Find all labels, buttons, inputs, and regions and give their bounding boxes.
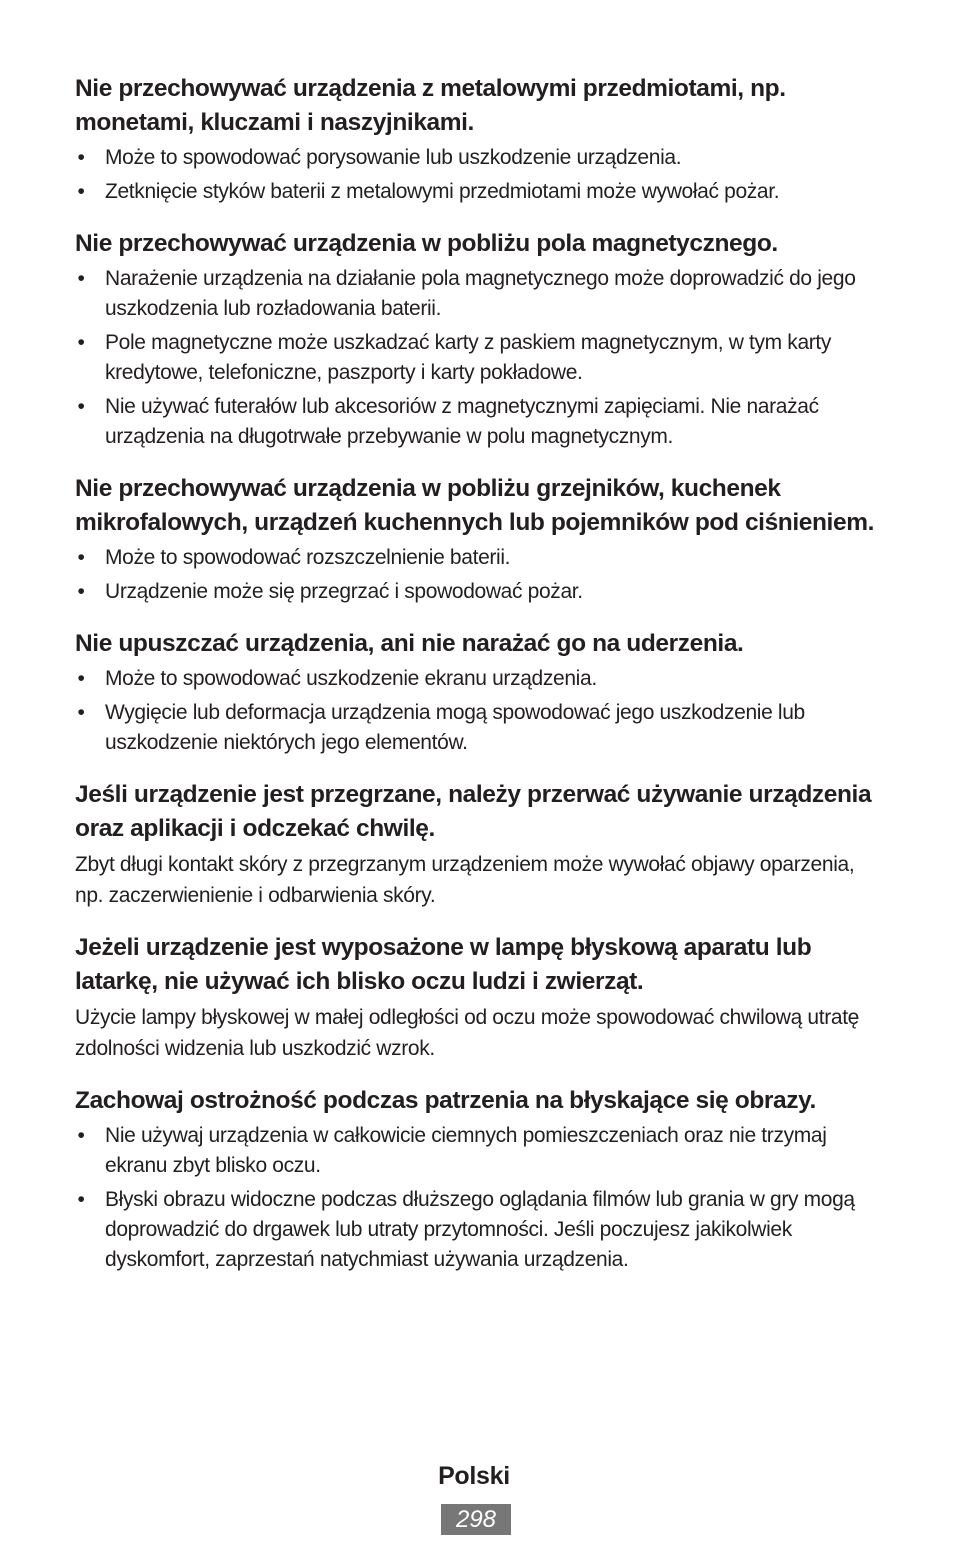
bullet-marker: • [77, 701, 85, 724]
footer-language-label: Polski [438, 1462, 510, 1490]
bullet-text: Wygięcie lub deformacja urządzenia mogą spowodować jego uszkodzenie lub uszkodzenie niektórych jego elementów. [105, 701, 805, 754]
section-heading: Nie przechowywać urządzenia z metalowymi przedmiotami, np. monetami, kluczami i naszyjnikami. [75, 75, 786, 136]
bullet-marker: • [77, 267, 85, 290]
list-item [75, 1121, 885, 1181]
bullet-marker: • [77, 1124, 85, 1147]
list-item [75, 543, 885, 573]
section-paragraph: Użycie lampy błyskowej w małej odległości od oczu może spowodować chwilową utratę zdolności widzenia lub uszkodzić wzrok. [75, 1006, 860, 1060]
bullet-text: Może to spowodować porysowanie lub uszkodzenie urządzenia. [105, 146, 682, 169]
bullet-list [75, 1121, 885, 1275]
section-heading: Jeśli urządzenie jest przegrzane, należy przerwać używanie urządzenia oraz aplikacji i odczekać chwilę. [75, 781, 872, 842]
list-item [75, 264, 885, 324]
bullet-list [75, 664, 885, 758]
list-item [75, 392, 885, 452]
bullet-text: Zetknięcie styków baterii z metalowymi przedmiotami może wywołać pożar. [105, 180, 780, 203]
document-body [75, 72, 885, 1295]
list-item [75, 1185, 885, 1275]
bullet-text: Narażenie urządzenia na działanie pola magnetycznego może doprowadzić do jego uszkodzenia lub rozładowania baterii. [105, 267, 856, 320]
bullet-list [75, 543, 885, 607]
bullet-marker: • [77, 395, 85, 418]
section-heading: Nie upuszczać urządzenia, ani nie narażać go na uderzenia. [75, 630, 744, 657]
list-item [75, 143, 885, 173]
section-paragraph: Zbyt długi kontakt skóry z przegrzanym urządzeniem może wywołać objawy oparzenia, np. zaczerwienienie i odbarwienia skóry. [75, 853, 855, 907]
section-flash [75, 931, 885, 1064]
section-overheating [75, 778, 885, 911]
bullet-text: Może to spowodować rozszczelnienie baterii. [105, 546, 511, 569]
section-heading: Nie przechowywać urządzenia w pobliżu grzejników, kuchenek mikrofalowych, urządzeń kuchennych lub pojemników pod ciśnieniem. [75, 475, 874, 536]
list-item [75, 698, 885, 758]
bullet-text: Nie używaj urządzenia w całkowicie ciemnych pomieszczeniach oraz nie trzymaj ekranu zbyt blisko oczu. [105, 1124, 827, 1177]
bullet-text: Urządzenie może się przegrzać i spowodować pożar. [105, 580, 583, 603]
bullet-text: Pole magnetyczne może uszkadzać karty z paskiem magnetycznym, w tym karty kredytowe, telefoniczne, paszporty i karty pokładowe. [105, 331, 832, 384]
bullet-list [75, 264, 885, 452]
list-item [75, 328, 885, 388]
bullet-text: Nie używać futerałów lub akcesoriów z magnetycznymi zapięciami. Nie narażać urządzenia na długotrwałe przebywanie w polu magnetycznym. [105, 395, 819, 448]
bullet-marker: • [77, 146, 85, 169]
section-heaters [75, 472, 885, 607]
bullet-marker: • [77, 180, 85, 203]
section-dropping [75, 627, 885, 758]
bullet-marker: • [77, 331, 85, 354]
section-flashing-images [75, 1084, 885, 1275]
list-item [75, 577, 885, 607]
list-item [75, 177, 885, 207]
section-heading: Nie przechowywać urządzenia w pobliżu pola magnetycznego. [75, 230, 778, 257]
bullet-marker: • [77, 1188, 85, 1211]
page-number-badge: 298 [441, 1504, 511, 1535]
bullet-marker: • [77, 667, 85, 690]
bullet-text: Może to spowodować uszkodzenie ekranu urządzenia. [105, 667, 597, 690]
section-heading: Zachowaj ostrożność podczas patrzenia na błyskające się obrazy. [75, 1087, 816, 1114]
bullet-marker: • [77, 546, 85, 569]
section-metal-objects [75, 72, 885, 207]
bullet-text: Błyski obrazu widoczne podczas dłuższego oglądania filmów lub grania w gry mogą doprowadzić do drgawek lub utraty przytomności. Jeśli poczujesz jakikolwiek dyskomfort, zaprzestań natychmiast używania urządzenia. [105, 1188, 855, 1271]
section-magnetic-field [75, 227, 885, 452]
list-item [75, 664, 885, 694]
section-heading: Jeżeli urządzenie jest wyposażone w lampę błyskową aparatu lub latarkę, nie używać ich blisko oczu ludzi i zwierząt. [75, 934, 812, 995]
bullet-marker: • [77, 580, 85, 603]
bullet-list [75, 143, 885, 207]
